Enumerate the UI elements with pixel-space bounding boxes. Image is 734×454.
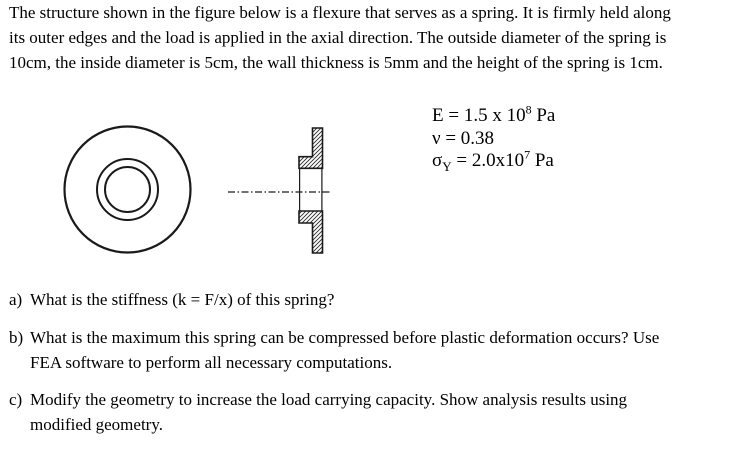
question-b-text-line-1: What is the maximum this spring can be compressed before plastic deformation occurs? Use	[30, 328, 660, 347]
yield-stress-exponent: 7	[524, 147, 531, 162]
problem-statement-line-3: 10cm, the inside diameter is 5cm, the wall thickness is 5mm and the height of the spring is 1cm.	[9, 53, 663, 72]
question-c-text-line-1: Modify the geometry to increase the load carrying capacity. Show analysis results using	[30, 390, 628, 409]
youngs-modulus-line	[432, 102, 556, 128]
question-a	[9, 287, 334, 312]
flexure-drawing	[55, 110, 345, 260]
poissons-ratio-value: ν = 0.38	[432, 127, 495, 149]
outer-diameter-circle	[65, 127, 191, 253]
section-upper-hatched-region	[299, 128, 323, 168]
material-properties	[432, 102, 556, 174]
sigma-symbol: σ	[432, 150, 443, 171]
question-c-text-line-2: modified geometry.	[30, 415, 163, 434]
youngs-modulus-exponent: 8	[525, 102, 532, 117]
flexure-figure	[55, 110, 345, 260]
sigma-subscript: Y	[442, 158, 452, 174]
yield-stress-value: = 2.0x10	[451, 150, 525, 171]
inner-diameter-circle	[105, 167, 150, 212]
youngs-modulus-unit: Pa	[531, 105, 556, 126]
middle-diameter-circle	[97, 159, 158, 220]
poissons-ratio-line	[432, 128, 555, 151]
question-b	[9, 325, 659, 375]
question-a-text: What is the stiffness (k = F/x) of this spring?	[30, 290, 335, 309]
question-c	[9, 387, 627, 437]
yield-stress-unit: Pa	[530, 150, 554, 171]
problem-statement-line-1: The structure shown in the figure below is a flexure that serves as a spring. It is firmly held along	[9, 3, 671, 22]
question-b-text-line-2: FEA software to perform all necessary computations.	[30, 353, 393, 372]
problem-statement-line-2: its outer edges and the load is applied in the axial direction. The outside diameter of the spring is	[9, 28, 667, 47]
youngs-modulus-value: E = 1.5 x 10	[432, 105, 526, 126]
section-lower-hatched-region	[299, 211, 323, 253]
question-b-label: b)	[9, 328, 24, 347]
yield-stress-line	[432, 147, 555, 174]
section-view-drawing	[228, 128, 332, 253]
problem-statement	[9, 0, 671, 75]
question-a-label: a)	[9, 290, 23, 309]
question-c-label: c)	[9, 390, 23, 409]
front-view-drawing	[65, 127, 191, 253]
